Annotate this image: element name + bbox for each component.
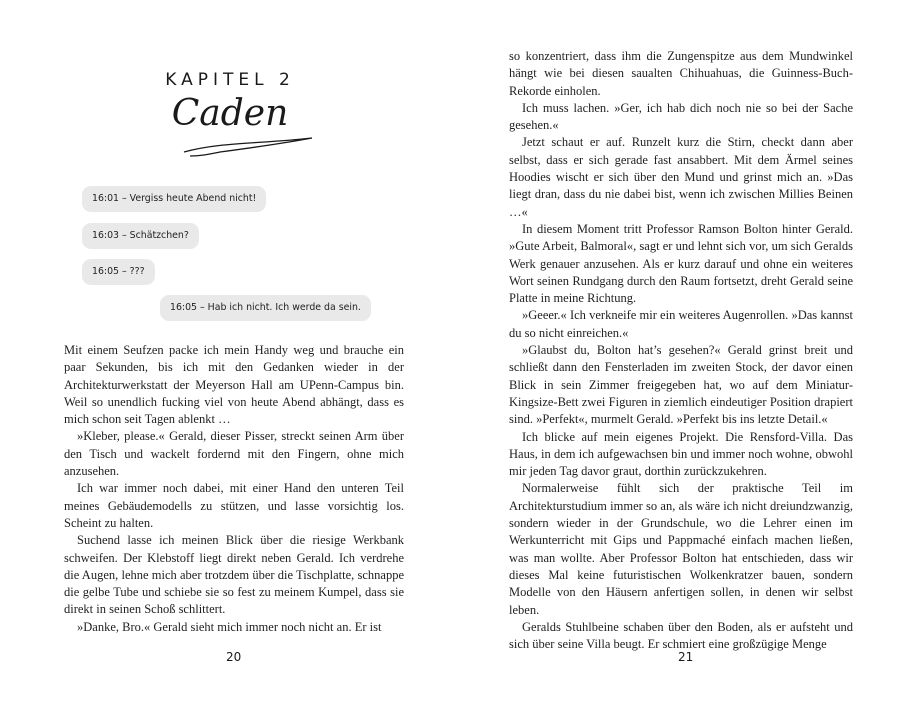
paragraph: »Danke, Bro.« Gerald sieht mich immer noch nicht an. Er ist <box>77 619 382 634</box>
paragraph: Ich war immer noch dabei, mit einer Hand den unteren Teil meines Gebäudemodells zu stützen, und lasse vorsichtig los. Scheint zu halten. <box>64 481 404 530</box>
paragraph: In diesem Moment tritt Professor Ramson Bolton hinter Gerald. »Gute Arbeit, Balmoral«, sagt er und lehnt sich vor, um sich Geralds Werk genauer anzusehen. Als er kurz darauf und ohne ein weiteres Wort seinen Rundgang durch den Raum fortsetzt, dreht Gerald seine Platte in meine Richtung. <box>509 221 853 306</box>
paragraph: Normalerweise fühlt sich der praktische Teil im Architekturstudium immer so an, als wäre ich nicht dreiundzwanzig, sondern wieder in der Grundschule, wo die Lehrer einen im Werkunterricht mit Gips und Pappmaché einfach machen ließen, was man wollte. Aber Professor Bolton hat entschieden, dass wir dieses Mal keine futuristischen Wolkenkratzer bauen, sondern Modelle von den Häusern anfertigen sollen, in denen wir selbst leben. <box>509 481 853 617</box>
paragraph: Suchend lasse ich meinen Blick über die riesige Werkbank schweifen. Der Klebstoff liegt direkt neben Gerald. Ich verdrehe die Augen, lehne mich aber trotzdem über die Tischplatte, schnappe die gelbe Tube und schiebe sie so fest zu meinem Kumpel, dass sie direkt in seinen Schoß schlittert. <box>64 533 404 617</box>
paragraph: Mit einem Seufzen packe ich mein Handy weg und brauche ein paar Sekunden, bis ich mit den Gedanken wieder in der Architekturwerkstatt der Meyerson Hall am UPenn-Campus bin. Weil so unendlich fucking viel von heute Abend abhängt, dass es mich schon seit Tagen ablenkt … <box>64 343 404 427</box>
page-number: 21 <box>678 650 694 664</box>
paragraph: Geralds Stuhlbeine schaben über den Boden, als er aufsteht und sich über seine Villa beugt. Er schmiert eine großzügige Menge <box>509 619 853 652</box>
body-text <box>64 342 404 636</box>
paragraph: »Geeer.« Ich verkneife mir ein weiteres Augenrollen. »Das kannst du so nicht einreichen.« <box>509 308 853 340</box>
paragraph: so konzentriert, dass ihm die Zungenspitze aus dem Mundwinkel hängt wie bei diesen saualten Chihuahuas, die Guinness-Buch-Rekorde einholen. <box>509 49 853 98</box>
paragraph: »Kleber, please.« Gerald, dieser Pisser, streckt seinen Arm über den Tisch und wackelt fordernd mit den Fingern, ohne mich anzusehen. <box>64 429 404 479</box>
chapter-swash-ornament <box>180 134 320 158</box>
text-message: 16:05 – ??? <box>82 259 155 285</box>
body-text <box>509 48 853 653</box>
text-message: 16:01 – Vergiss heute Abend nicht! <box>82 186 266 212</box>
chapter-name: Caden <box>171 93 289 134</box>
paragraph: Jetzt schaut er auf. Runzelt kurz die Stirn, checkt dann aber selbst, dass er sich gerade fast ansabbert. Mit dem Ärmel seines Hoodies wischt er sich über den Mund und grinst mich an. »Das liegt dran, dass du nie dabei bist, wenn ich zwischen Millies Beinen …« <box>509 135 853 219</box>
text-message: 16:03 – Schätzchen? <box>82 223 199 249</box>
right-page <box>460 0 920 715</box>
paragraph: »Glaubst du, Bolton hat’s gesehen?« Gerald grinst breit und schließt dann den Fensterladen im zweiten Stock, der davor einen Blick in sein Zimmer freigegeben hat, wo auf dem Miniatur-Kingsize-Bett zwei Figuren in ziemlich eindeutiger Position drapiert sind. »Perfekt«, murmelt Gerald. »Perfekt bis ins letzte Detail.« <box>509 343 853 427</box>
chapter-label: KAPITEL 2 <box>165 70 295 90</box>
paragraph: Ich muss lachen. »Ger, ich hab dich noch nie so bei der Sache gesehen.« <box>509 100 853 133</box>
text-message-reply: 16:05 – Hab ich nicht. Ich werde da sein. <box>160 295 371 321</box>
paragraph: Ich blicke auf mein eigenes Projekt. Die Rensford-Villa. Das Haus, in dem ich aufgewachsen bin und immer noch wohne, obwohl mir jeden Tag davor graut, dorthin zurückzukehren. <box>509 429 853 479</box>
page-number: 20 <box>226 650 242 664</box>
